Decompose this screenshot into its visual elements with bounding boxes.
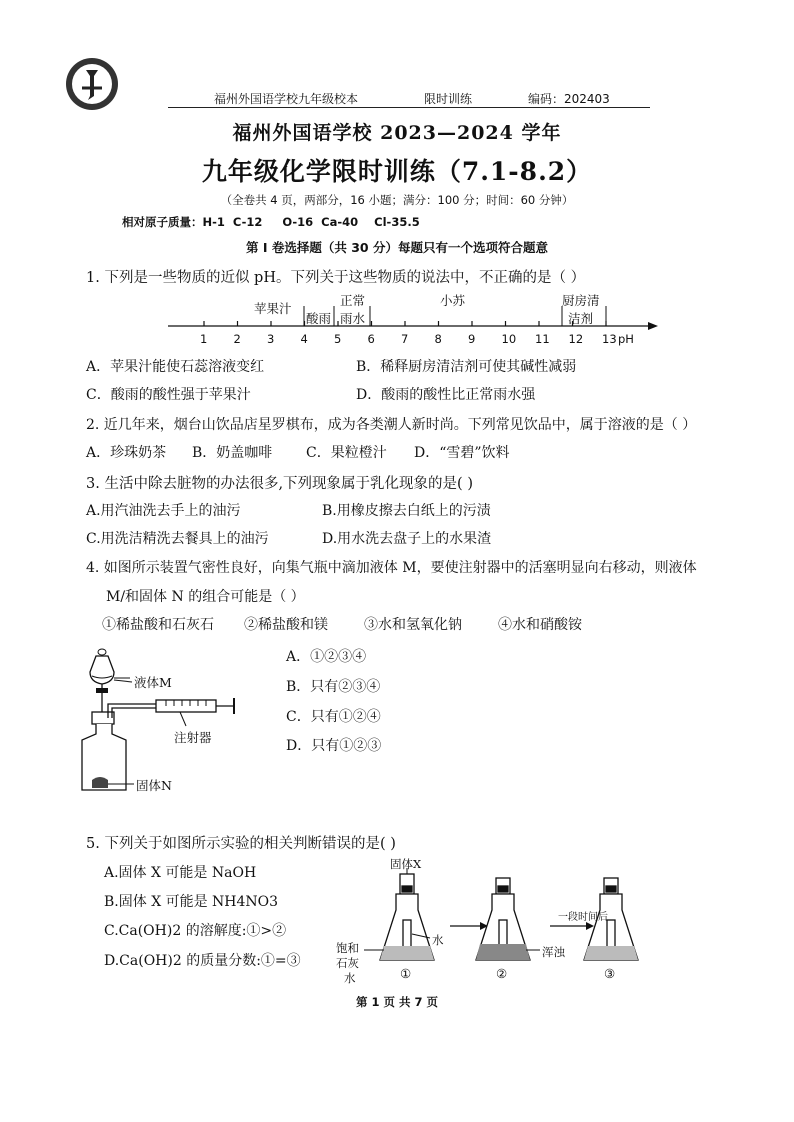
ph-tick-label: 4	[300, 332, 308, 346]
q5-label-sat-1: 饱和	[336, 941, 359, 955]
q4-stem-line1: 4. 如图所示装置气密性良好，向集气瓶中滴加液体 M，要使注射器中的活塞明显向右移动，则液体	[86, 560, 697, 576]
ph-tick-label: 8	[434, 332, 442, 346]
ph-label-normal-rain-2: 雨水	[340, 311, 366, 326]
exam-info: （全卷共 4 页，两部分，16 小题；满分：100 分；时间：60 分钟）	[220, 193, 574, 207]
ph-label-soda: 小苏	[440, 293, 466, 308]
q2-option-b[interactable]: B．奶盖咖啡	[192, 445, 273, 461]
ph-label-cleaner-1: 厨房清	[562, 293, 600, 308]
header-left: 福州外国语学校九年级校本	[214, 92, 359, 106]
q1-option-a[interactable]: A．苹果汁能使石蕊溶液变红	[86, 359, 265, 375]
ph-tick-label: 7	[401, 332, 409, 346]
header-code: 编码：202403	[528, 92, 610, 106]
q4-label-solid: 固体N	[136, 778, 172, 793]
q5-experiment-figure	[330, 850, 660, 980]
q1-option-c[interactable]: C．酸雨的酸性强于苹果汁	[86, 387, 251, 403]
q4-option-b[interactable]: B．只有②③④	[286, 679, 381, 695]
ph-label-normal-rain-1: 正常	[340, 293, 366, 308]
school-year-title: 福州外国语学校 2023—2024 学年	[232, 122, 562, 144]
ph-tick-label: 2	[233, 332, 241, 346]
ph-tick-label: 6	[367, 332, 375, 346]
exam-title: 九年级化学限时训练（7.1-8.2）	[201, 157, 593, 186]
ph-tick-label: 13	[602, 332, 617, 346]
header-middle: 限时训练	[424, 92, 473, 106]
q5-label-after: 一段时间后	[558, 912, 608, 923]
q4-stem-line2: M/和固体 N 的组合可能是（ ）	[106, 589, 305, 605]
q5-option-d[interactable]: D.Ca(OH)2 的质量分数:①=③	[104, 953, 301, 969]
q1-stem: 1. 下列是一些物质的近似 pH。下列关于这些物质的说法中，不正确的是（ ）	[86, 270, 586, 286]
q5-label-flask-3: ③	[604, 966, 616, 981]
q5-label-water: 水	[432, 933, 444, 947]
section-heading: 第 I 卷选择题（共 30 分）每题只有一个选项符合题意	[246, 240, 548, 255]
q4-choice-2: ②稀盐酸和镁	[244, 617, 328, 633]
q3-option-c[interactable]: C.用洗洁精洗去餐具上的油污	[86, 531, 269, 547]
ph-label-acid-rain: 酸雨	[306, 311, 332, 326]
q4-label-liquid: 液体M	[134, 675, 172, 690]
ph-label-apple: 苹果汁	[254, 301, 292, 316]
atomic-mass: 相对原子质量：H-1 C-12 O-16 Ca-40 Cl-35.5	[122, 215, 420, 229]
ph-tick-label: 10	[501, 332, 517, 346]
q1-option-b[interactable]: B．稀释厨房清洁剂可使其碱性减弱	[356, 359, 577, 375]
q4-option-d[interactable]: D．只有①②③	[286, 738, 382, 754]
q4-option-c[interactable]: C．只有①②④	[286, 709, 381, 725]
ph-tick-label: 1	[200, 332, 208, 346]
q4-choice-3: ③水和氢氧化钠	[364, 617, 462, 633]
ph-tick-label: 5	[334, 332, 342, 346]
q3-option-b[interactable]: B.用橡皮擦去白纸上的污渍	[322, 503, 491, 519]
q5-label-flask-1: ①	[400, 966, 412, 981]
page-footer: 第 1 页 共 7 页	[355, 995, 439, 1009]
q5-label-solid-x: 固体X	[390, 857, 422, 871]
q5-label-turbid: 浑浊	[542, 945, 565, 959]
q2-stem: 2. 近几年来，烟台山饮品店星罗棋布，成为各类潮人新时尚。下列常见饮品中，属于溶液的是（ ）	[86, 417, 697, 433]
q5-option-a[interactable]: A.固体 X 可能是 NaOH	[104, 865, 257, 881]
q3-option-a[interactable]: A.用汽油洗去手上的油污	[86, 503, 241, 519]
q4-option-a[interactable]: A．①②③④	[286, 649, 367, 665]
school-logo	[64, 56, 120, 112]
q4-label-syringe: 注射器	[174, 730, 212, 745]
q1-option-d[interactable]: D．酸雨的酸性比正常雨水强	[356, 387, 536, 403]
q5-option-c[interactable]: C.Ca(OH)2 的溶解度:①>②	[104, 923, 287, 939]
q2-option-d[interactable]: D．“雪碧”饮料	[414, 445, 510, 461]
q4-choice-1: ①稀盐酸和石灰石	[102, 617, 214, 633]
ph-label-cleaner-2: 洁剂	[568, 311, 594, 326]
q2-option-c[interactable]: C．果粒橙汁	[306, 445, 387, 461]
q5-label-flask-2: ②	[496, 966, 508, 981]
ph-unit: pH	[618, 332, 634, 346]
q4-choice-4: ④水和硝酸铵	[498, 617, 582, 633]
q5-label-sat-3: 水	[344, 971, 356, 985]
ph-tick-label: 9	[468, 332, 476, 346]
ph-tick-label: 11	[535, 332, 550, 346]
header-rule	[168, 107, 650, 108]
q3-option-d[interactable]: D.用水洗去盘子上的水果渣	[322, 531, 492, 547]
q5-label-sat-2: 石灰	[336, 956, 359, 970]
q3-stem: 3. 生活中除去脏物的办法很多,下列现象属于乳化现象的是( )	[86, 476, 473, 492]
q5-stem: 5. 下列关于如图所示实验的相关判断错误的是( )	[86, 836, 396, 852]
q2-option-a[interactable]: A．珍珠奶茶	[86, 445, 167, 461]
ph-tick-label: 3	[267, 332, 275, 346]
ph-tick-label: 12	[568, 332, 584, 346]
q5-option-b[interactable]: B.固体 X 可能是 NH4NO3	[104, 894, 279, 910]
